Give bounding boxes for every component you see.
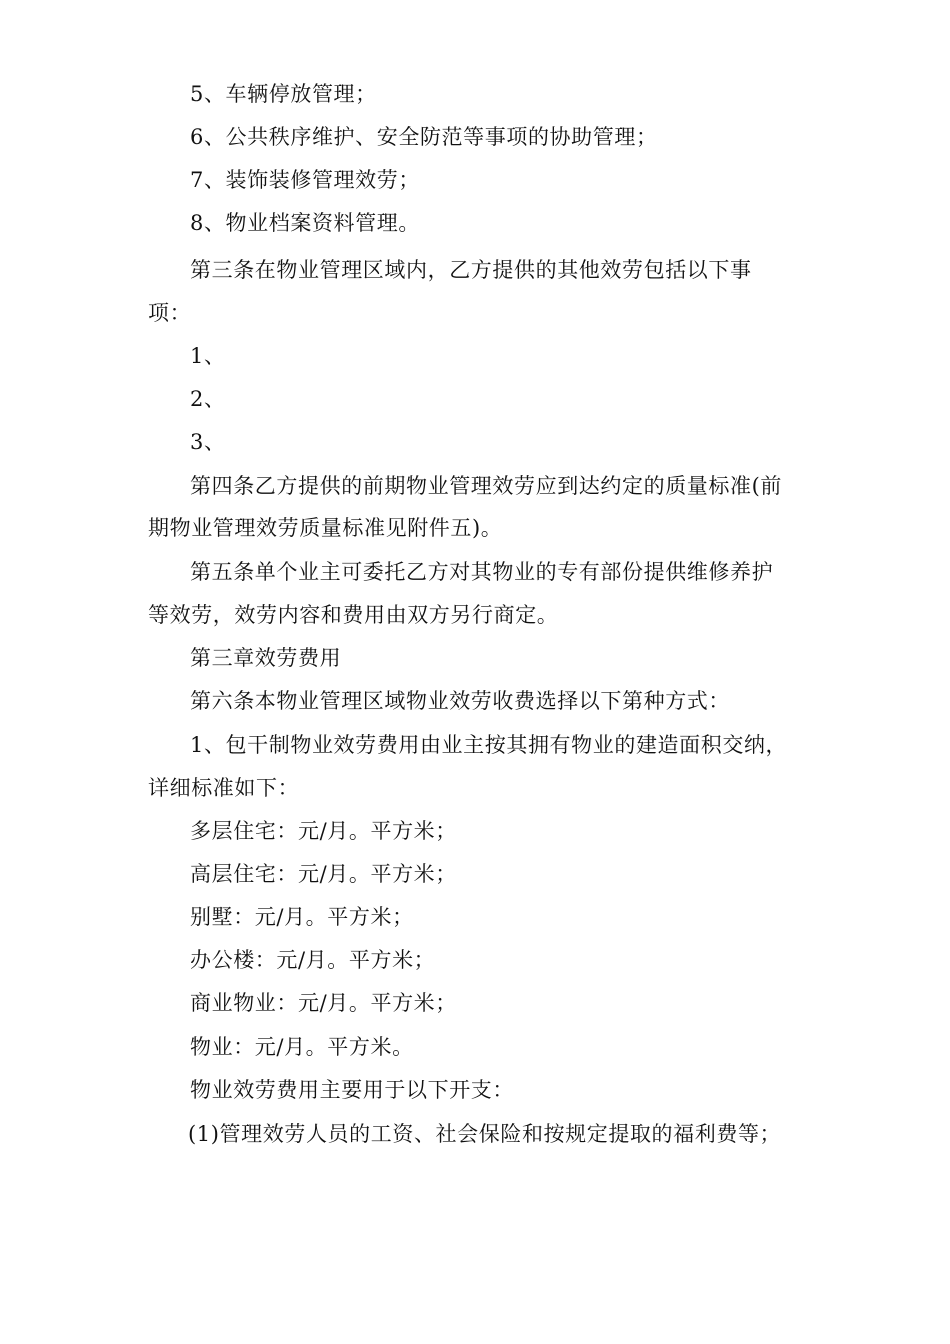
text-line: 1、 [190, 344, 226, 368]
text-line: 多层住宅：元/月。平方米； [190, 819, 457, 843]
text-line: 7、装饰装修管理效劳； [190, 168, 420, 192]
text-line: (1)管理效劳人员的工资、社会保险和按规定提取的福利费等； [188, 1122, 782, 1146]
text-line: 6、公共秩序维护、安全防范等事项的协助管理； [190, 125, 658, 149]
text-line: 期物业管理效劳质量标准见附件五)。 [148, 516, 503, 540]
text-line: 3、 [190, 430, 226, 454]
text-line: 第六条本物业管理区域物业效劳收费选择以下第种方式： [190, 689, 730, 713]
text-line: 项： [148, 301, 192, 325]
text-line: 物业：元/月。平方米。 [190, 1035, 414, 1059]
text-line: 商业物业：元/月。平方米； [190, 991, 457, 1015]
text-line: 2、 [190, 387, 226, 411]
text-line: 8、物业档案资料管理。 [190, 211, 420, 235]
text-line: 等效劳，效劳内容和费用由双方另行商定。 [148, 603, 559, 627]
text-line: 第五条单个业主可委托乙方对其物业的专有部份提供维修养护 [190, 560, 774, 584]
section-heading: 第三章效劳费用 [190, 646, 342, 670]
text-line: 第三条在物业管理区域内，乙方提供的其他效劳包括以下事 [190, 258, 752, 282]
text-line: 第四条乙方提供的前期物业管理效劳应到达约定的质量标准(前 [190, 474, 782, 498]
text-line: 1、包干制物业效劳费用由业主按其拥有物业的建造面积交纳， [190, 733, 788, 757]
text-line: 5、车辆停放管理； [190, 82, 377, 106]
text-line: 别墅：元/月。平方米； [190, 905, 414, 929]
text-line: 物业效劳费用主要用于以下开支： [190, 1078, 514, 1102]
text-line: 详细标准如下： [148, 776, 300, 800]
text-line: 办公楼：元/月。平方米； [190, 948, 436, 972]
text-line: 高层住宅：元/月。平方米； [190, 862, 457, 886]
